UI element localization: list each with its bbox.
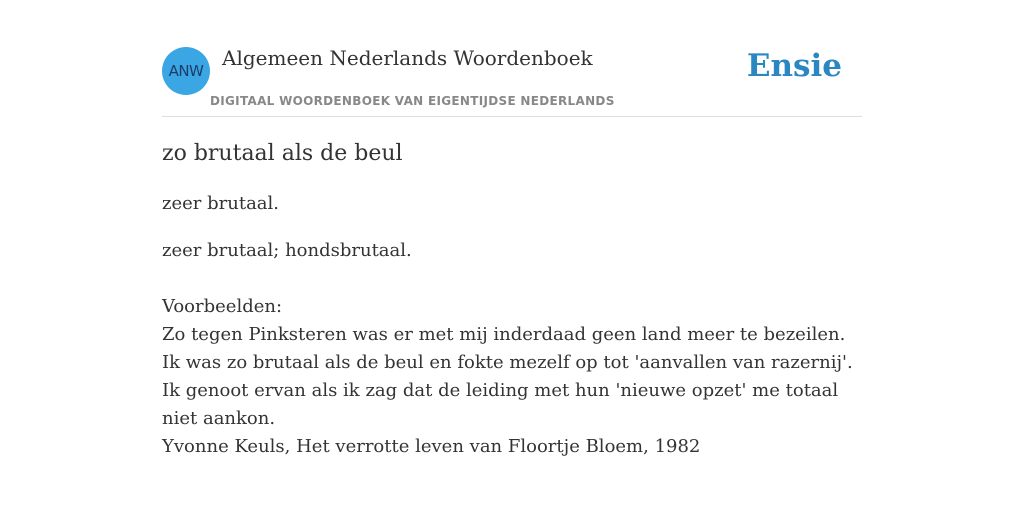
site-subtitle: DIGITAAL WOORDENBOEK VAN EIGENTIJDSE NEDERLANDS xyxy=(210,94,615,108)
entry-term: zo brutaal als de beul xyxy=(162,141,403,166)
logo-text: ANW xyxy=(168,62,204,80)
entry-content xyxy=(162,138,862,461)
anw-logo[interactable] xyxy=(162,47,210,95)
example-text: Zo tegen Pinksteren was er met mij inderdaad geen land meer te bezeilen. Ik was zo brutaal als de beul en fokte mezelf op tot 'aanvallen van razernij'. Ik genoot ervan als ik zag dat de leiding met hun 'nieuwe opzet' me totaal niet aankon. xyxy=(162,324,853,429)
site-title[interactable]: Algemeen Nederlands Woordenboek xyxy=(222,46,593,70)
short-definition: zeer brutaal. xyxy=(162,193,280,214)
example-source: Yvonne Keuls, Het verrotte leven van Floortje Bloem, 1982 xyxy=(162,436,701,457)
examples-section xyxy=(162,293,862,461)
long-definition: zeer brutaal; hondsbrutaal. xyxy=(162,240,412,261)
examples-label: Voorbeelden: xyxy=(162,296,283,317)
site-header xyxy=(162,44,862,117)
ensie-brand-logo[interactable]: Ensie xyxy=(746,48,842,84)
